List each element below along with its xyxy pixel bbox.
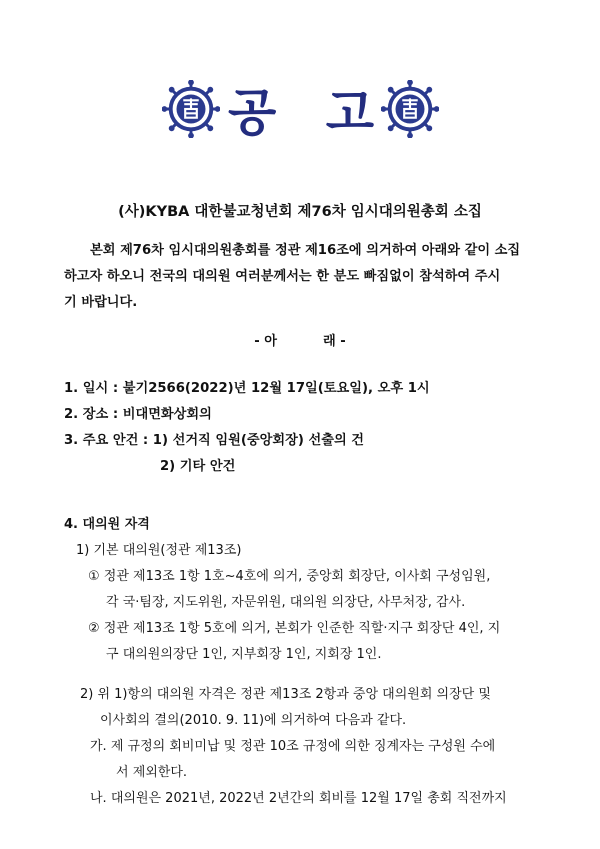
notice-header [0,74,600,144]
detail-item-agenda-2: 2) 기타 안건 [160,459,236,474]
section-heading: 4. 대의원 자격 [64,517,150,532]
detail-item-date: 1. 일시 : 불기2566(2022)년 12월 17일(토요일), 오후 1시 [64,381,430,396]
meeting-details [64,376,544,480]
clause-ga: 가. 제 규정의 회비미납 및 정관 10조 규정에 의한 징계자는 구성원 수에 [90,739,496,754]
clause-1-cont: 각 국·팀장, 지도위원, 자문위원, 대의원 의장단, 사무처장, 감사. [106,595,466,610]
intro-paragraph [64,238,544,316]
delegate-qualification-section [64,512,564,812]
dharma-wheel-emblem-icon [381,80,439,138]
subsection-2-cont: 이사회의 결의(2010. 9. 11)에 의거하여 다음과 같다. [100,713,407,728]
intro-line: 기 바랍니다. [64,295,138,310]
spacer [64,668,564,682]
clause-2: ② 정관 제13조 1항 5호에 의거, 본회가 인준한 직할·지구 회장단 4인, 지 [88,621,501,636]
heading-char-2: 고 [325,84,374,142]
detail-item-agenda: 3. 주요 안건 : 1) 선거직 임원(중앙회장) 선출의 건 [64,433,365,448]
detail-item-place: 2. 장소 : 비대면화상회의 [64,407,212,422]
notice-subtitle: (사)KYBA 대한불교청년회 제76차 임시대의원총회 소집 [118,204,482,220]
intro-line: 본회 제76차 임시대의원총회를 정관 제16조에 의거하여 아래와 같이 소집 [90,243,521,258]
notice-heading [228,74,374,144]
clause-ga-cont: 서 제외한다. [116,765,188,780]
intro-line: 하고자 하오니 전국의 대의원 여러분께서는 한 분도 빠짐없이 참석하여 주시 [64,269,501,284]
clause-na: 나. 대의원은 2021년, 2022년 2년간의 회비를 12월 17일 총회 직전까지 [90,791,507,806]
subsection-1: 1) 기본 대의원(정관 제13조) [76,543,242,558]
clause-1: ① 정관 제13조 1항 1호~4호에 의거, 중앙회 회장단, 이사회 구성임원, [88,569,491,584]
heading-char-1: 공 [228,84,277,142]
dharma-wheel-emblem-icon [162,80,220,138]
section-divider-label: - 아 래 - [254,334,346,349]
subsection-2: 2) 위 1)항의 대의원 자격은 정관 제13조 2항과 중앙 대의원회 의장단 및 [80,687,491,702]
clause-2-cont: 구 대의원의장단 1인, 지부회장 1인, 지회장 1인. [106,647,382,662]
